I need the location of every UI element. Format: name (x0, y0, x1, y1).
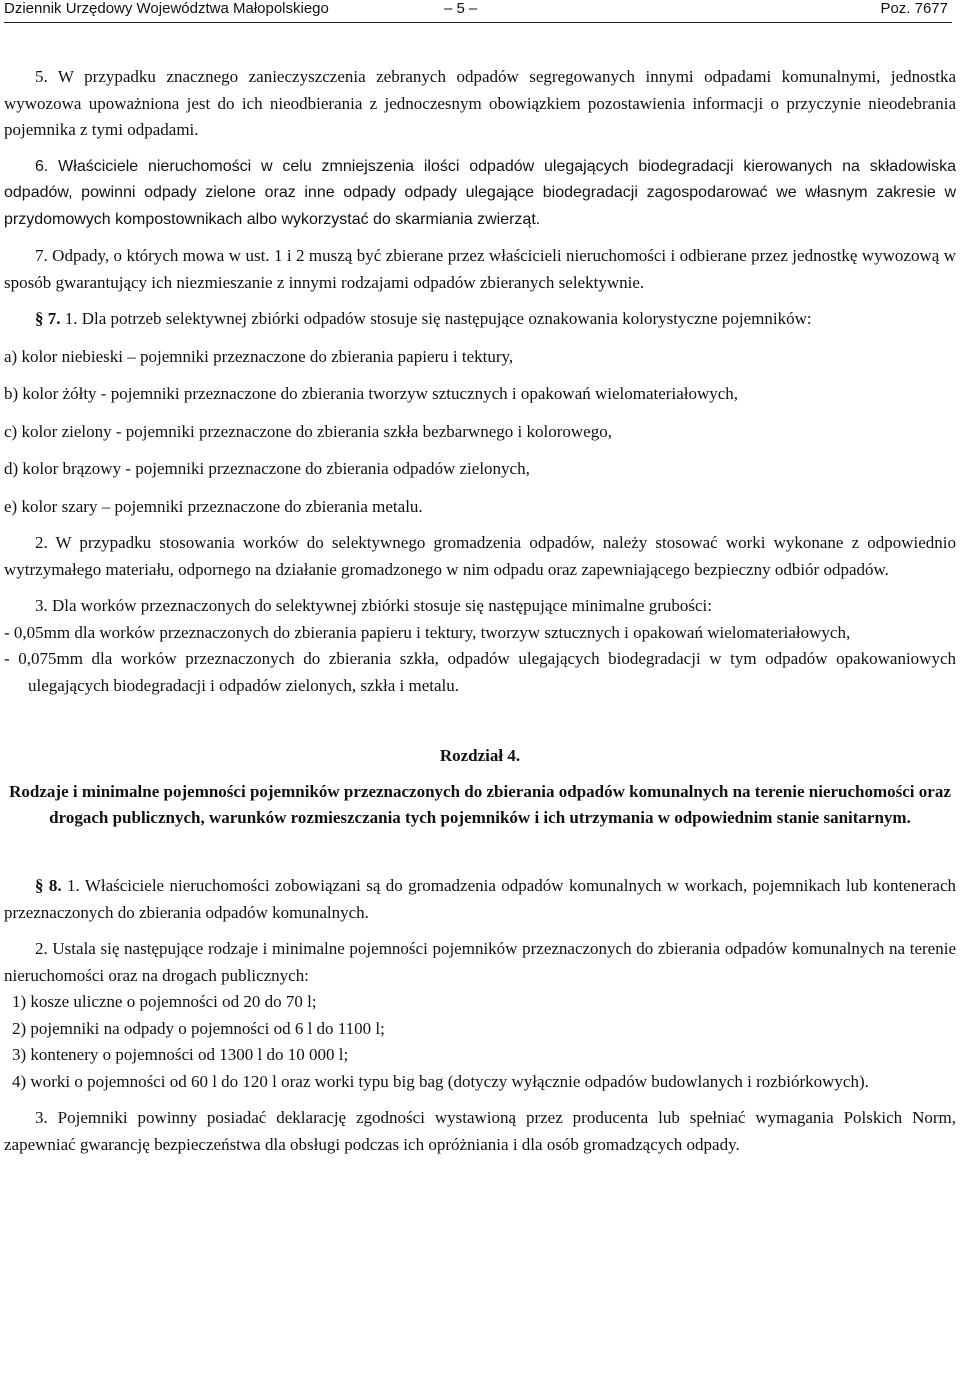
capacity-item-3: 3) kontenery o pojemności od 1300 l do 10 000 l; (12, 1045, 349, 1064)
position-number: Poz. 7677 (880, 0, 948, 17)
chapter-title: Rodzaje i minimalne pojemności pojemników przeznaczonych do zbierania odpadów komunalnych na terenie nieruchomości oraz drogach publicznych, warunków rozmieszczania tych pojemników i ich utrzymania w odpowiednim stanie sanitarnym. (9, 782, 951, 827)
section-7-text-1: 1. Dla potrzeb selektywnej zbiórki odpadów stosuje się następujące oznakowania kolorystyczne pojemników: (64, 309, 812, 328)
section-8-text-1: 1. Właściciele nieruchomości zobowiązani są do gromadzenia odpadów komunalnych w workach, pojemnikach lub kontenerach przeznaczonych do zbierania odpadów komunalnych. (4, 876, 957, 922)
paragraph-7: 7. Odpady, o których mowa w ust. 1 i 2 muszą być zbierane przez właścicieli nieruchomości i odbierane przez jednostkę wywozową w sposób gwarantujący ich niezmieszanie z innymi rodzajami odpadów zbieranych selektywnie. (4, 246, 956, 292)
color-item-d: d) kolor brązowy - pojemniki przeznaczone do zbierania odpadów zielonych, (4, 459, 530, 478)
section-8-paragraph-1 (4, 873, 956, 926)
section-7-paragraph-2: 2. W przypadku stosowania worków do selektywnego gromadzenia odpadów, należy stosować worki wykonane z odpowiednio wytrzymałego materiału, odpornego na działanie gromadzonego w nim odpadu oraz zapewniającego bezpieczny odbiór odpadów. (4, 533, 956, 579)
capacity-item-2: 2) pojemniki na odpady o pojemności od 6 l do 1100 l; (12, 1018, 385, 1038)
section-7-mark: § 7. (35, 309, 61, 328)
section-8-paragraph-3: 3. Pojemniki powinny posiadać deklarację zgodności wystawioną przez producenta lub spełniać wymagania Polskich Norm, zapewniać gwarancję bezpieczeństwa dla obsługi podczas ich opróżniania i dla osób gromadzących odpady. (4, 1108, 956, 1154)
color-item-b: b) kolor żółty - pojemniki przeznaczone do zbierania tworzyw sztucznych i opakowań wielomateriałowych, (4, 384, 739, 403)
journal-title: Dziennik Urzędowy Województwa Małopolskiego (4, 0, 329, 17)
section-8-mark: § 8. (35, 876, 62, 895)
thickness-item-2: - 0,075mm dla worków przeznaczonych do zbierania szkła, odpadów ulegających biodegradacji w tym odpadów opakowaniowych ulegających biodegradacji i odpadów zielonych, szkła i metalu. (4, 649, 956, 695)
color-item-e: e) kolor szary – pojemniki przeznaczone do zbierania metalu. (4, 496, 423, 516)
section-7-paragraph-1 (4, 306, 956, 333)
section-8-paragraph-2: 2. Ustala się następujące rodzaje i minimalne pojemności pojemników przeznaczonych do zbierania odpadów komunalnych na terenie nieruchomości oraz na drogach publicznych: (4, 939, 956, 985)
section-7-paragraph-3: 3. Dla worków przeznaczonych do selektywnej zbiórki stosuje się następujące minimalne grubości: (35, 596, 712, 615)
paragraph-6: 6. Właściciele nieruchomości w celu zmniejszenia ilości odpadów ulegających biodegradacji kierowanych na składowiska odpadów, powinni odpady zielone oraz inne odpady odpady ulegające biodegradacji zagospodarować we własnym zakresie w przydomowych kompostownikach albo wykorzystać do skarmiania zwierząt. (4, 157, 956, 228)
page-header (4, 0, 952, 23)
document-body (4, 64, 956, 1158)
capacity-item-1: 1) kosze uliczne o pojemności od 20 do 70 l; (12, 992, 317, 1011)
chapter-number: Rozdział 4. (439, 746, 521, 765)
color-item-c: c) kolor zielony - pojemniki przeznaczone do zbierania szkła bezbarwnego i kolorowego, (4, 421, 612, 441)
capacity-item-4: 4) worki o pojemności od 60 l do 120 l oraz worki typu big bag (dotyczy wyłącznie odpadów budowlanych i rozbiórkowych). (12, 1071, 869, 1091)
page-number: – 5 – (444, 0, 478, 17)
thickness-item-1: - 0,05mm dla worków przeznaczonych do zbierania papieru i tektury, tworzyw sztucznych i opakowań wielomateriałowych, (4, 622, 851, 642)
paragraph-5: 5. W przypadku znacznego zanieczyszczenia zebranych odpadów segregowanych innymi odpadami komunalnymi, jednostka wywozowa upoważniona jest do ich nieodbierania z jednoczesnym obowiązkiem pozostawienia informacji o przyczynie nieodebrania pojemnika z tymi odpadami. (4, 67, 956, 139)
color-item-a: a) kolor niebieski – pojemniki przeznaczone do zbierania papieru i tektury, (4, 346, 514, 366)
